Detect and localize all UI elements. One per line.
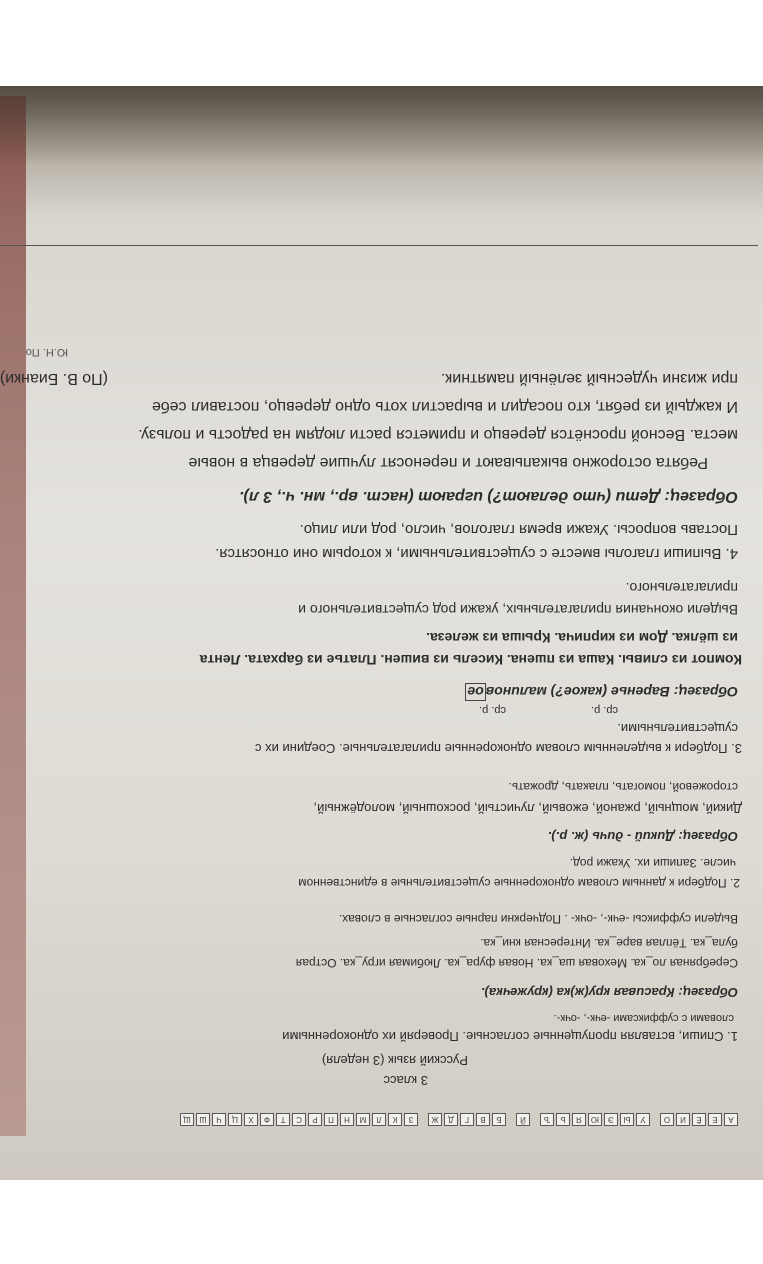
task4-sample: Образец: Дети (что делают?) играют (наст. вр., мн. ч., 3 л). <box>239 488 738 505</box>
task3-instruction-1: 3. Подбери к выделенным словам однокоренные прилагательные. Соедини их с <box>255 741 742 756</box>
letter-tile: П <box>324 1113 338 1126</box>
letter-tile: Я <box>572 1113 586 1126</box>
task4-author: (По В. Бианки) <box>0 370 108 387</box>
task1-note: Выдели суффиксы -ечк-, -очк- . Подчеркни парные согласные в словах. <box>338 912 738 926</box>
task1-text-1: Серебряная ло_ка. Меховая ша_ка. Новая фура_ка. Любимая игру_ка. Острая <box>295 956 738 970</box>
letters-strip <box>180 1113 738 1126</box>
letter-tile: Ы <box>620 1113 634 1126</box>
task4-text-2: места. Весной проснётся деревцо и примется расти людям на радость и пользу. <box>138 426 738 443</box>
subject-title: Русский язык (3 неделя) <box>321 1053 468 1068</box>
task2-words-1: Дикий, мощный, ржаной, ежовый, лучистый, роскошный, молодёжный, <box>313 801 742 816</box>
footer-author: Ю.Н. По <box>25 346 68 358</box>
task2-instruction-1: 2. Подбери к данным словам однокоренные существительные в единственном <box>298 876 740 890</box>
letter-tile: К <box>388 1113 402 1126</box>
task3-instruction-2: существительными. <box>617 721 738 736</box>
letter-tile: Э <box>604 1113 618 1126</box>
task3-sample-text: Образец: Варенье (какое?) малинов <box>485 684 738 700</box>
task3-sample-ending: ое <box>467 684 484 700</box>
letter-tile: Р <box>308 1113 322 1126</box>
letter-tiles-b <box>540 1113 650 1126</box>
letter-tiles-a <box>660 1113 738 1126</box>
task4-text-1: Ребята осторожно выкапывают и переносят лучшие деревца в новые <box>188 454 708 471</box>
letter-tile: Х <box>244 1113 258 1126</box>
sheet-fold-line <box>0 245 758 246</box>
task3-text-2: из шёлка. Дом из кирпича. Крыша из железа. <box>426 630 738 646</box>
letter-tile: Т <box>276 1113 290 1126</box>
letter-tile: А <box>724 1113 738 1126</box>
letter-tile: Ъ <box>540 1113 554 1126</box>
grade-label: 3 класс <box>383 1073 428 1088</box>
task1-sample: Образец: Красивая кру(ж)ка (кружечка). <box>480 985 738 1000</box>
letter-tile: И <box>676 1113 690 1126</box>
task4-instruction-1: 4. Выпиши глаголы вместе с существительными, к которым они относятся. <box>215 545 738 562</box>
letter-tile: М <box>356 1113 370 1126</box>
task2-words-2: сторожевой, помогать, плакать, дрожать. <box>508 780 738 794</box>
task2-sample: Образец: Дикий - дичь (ж. р.). <box>547 829 738 844</box>
top-shadow <box>0 86 763 166</box>
letter-tile: Ш <box>196 1113 210 1126</box>
task4-text-3: И каждый из ребят, кто посадил и вырастил хоть одно деревцо, поставил себе <box>151 398 738 415</box>
task3-gender-2: ср. р. <box>479 704 506 716</box>
letter-tile: Ф <box>260 1113 274 1126</box>
letter-tile: Ж <box>428 1113 442 1126</box>
letter-tile: Ь <box>556 1113 570 1126</box>
letter-tile: Й <box>516 1113 530 1126</box>
letter-tile: Л <box>372 1113 386 1126</box>
letter-tile: Б <box>492 1113 506 1126</box>
task2-instruction-2: числе. Запиши их. Укажи род. <box>569 856 736 870</box>
letter-tile: Ю <box>588 1113 602 1126</box>
task4-instruction-2: Поставь вопросы. Укажи время глаголов, число, род или лицо. <box>299 521 738 538</box>
task3-gender-1: ср. р. <box>591 704 618 716</box>
task3-sample <box>465 683 738 700</box>
letter-tile: Г <box>460 1113 474 1126</box>
letter-tile: У <box>636 1113 650 1126</box>
task3-note-1: Выдели окончания прилагательных, укажи род существительного и <box>298 602 738 618</box>
task1-instruction-2: словами с суффиксами -ечк-, -очк-. <box>553 1012 734 1024</box>
letter-tile: Д <box>444 1113 458 1126</box>
worksheet-upside-down <box>0 146 763 1166</box>
photo-of-worksheet <box>0 86 763 1180</box>
task1-instruction-1: 1. Спиши, вставляя пропущенные согласные. Проверяй их однокоренными <box>282 1029 738 1044</box>
letter-tiles-e <box>180 1113 418 1126</box>
letter-tiles-c <box>516 1113 530 1126</box>
letter-tile: О <box>660 1113 674 1126</box>
letter-tile: В <box>476 1113 490 1126</box>
task3-text-1: Компот из сливы. Каша из пшена. Кисель из вишен. Платье из бархата. Лента <box>199 652 742 668</box>
letter-tile: Е <box>708 1113 722 1126</box>
letter-tile: Ё <box>692 1113 706 1126</box>
letter-tile: Ч <box>212 1113 226 1126</box>
letter-tiles-d <box>428 1113 506 1126</box>
task3-note-2: прилагательного. <box>625 580 738 596</box>
letter-tile: Щ <box>180 1113 194 1126</box>
task1-text-2: була_ка. Тёплая варе_ка. Интересная кни_ка. <box>480 936 738 950</box>
letter-tile: Ц <box>228 1113 242 1126</box>
task4-text-4: при жизни чудесный зелёный памятник. <box>440 370 738 387</box>
letter-tile: С <box>292 1113 306 1126</box>
letter-tile: З <box>404 1113 418 1126</box>
letter-tile: Н <box>340 1113 354 1126</box>
